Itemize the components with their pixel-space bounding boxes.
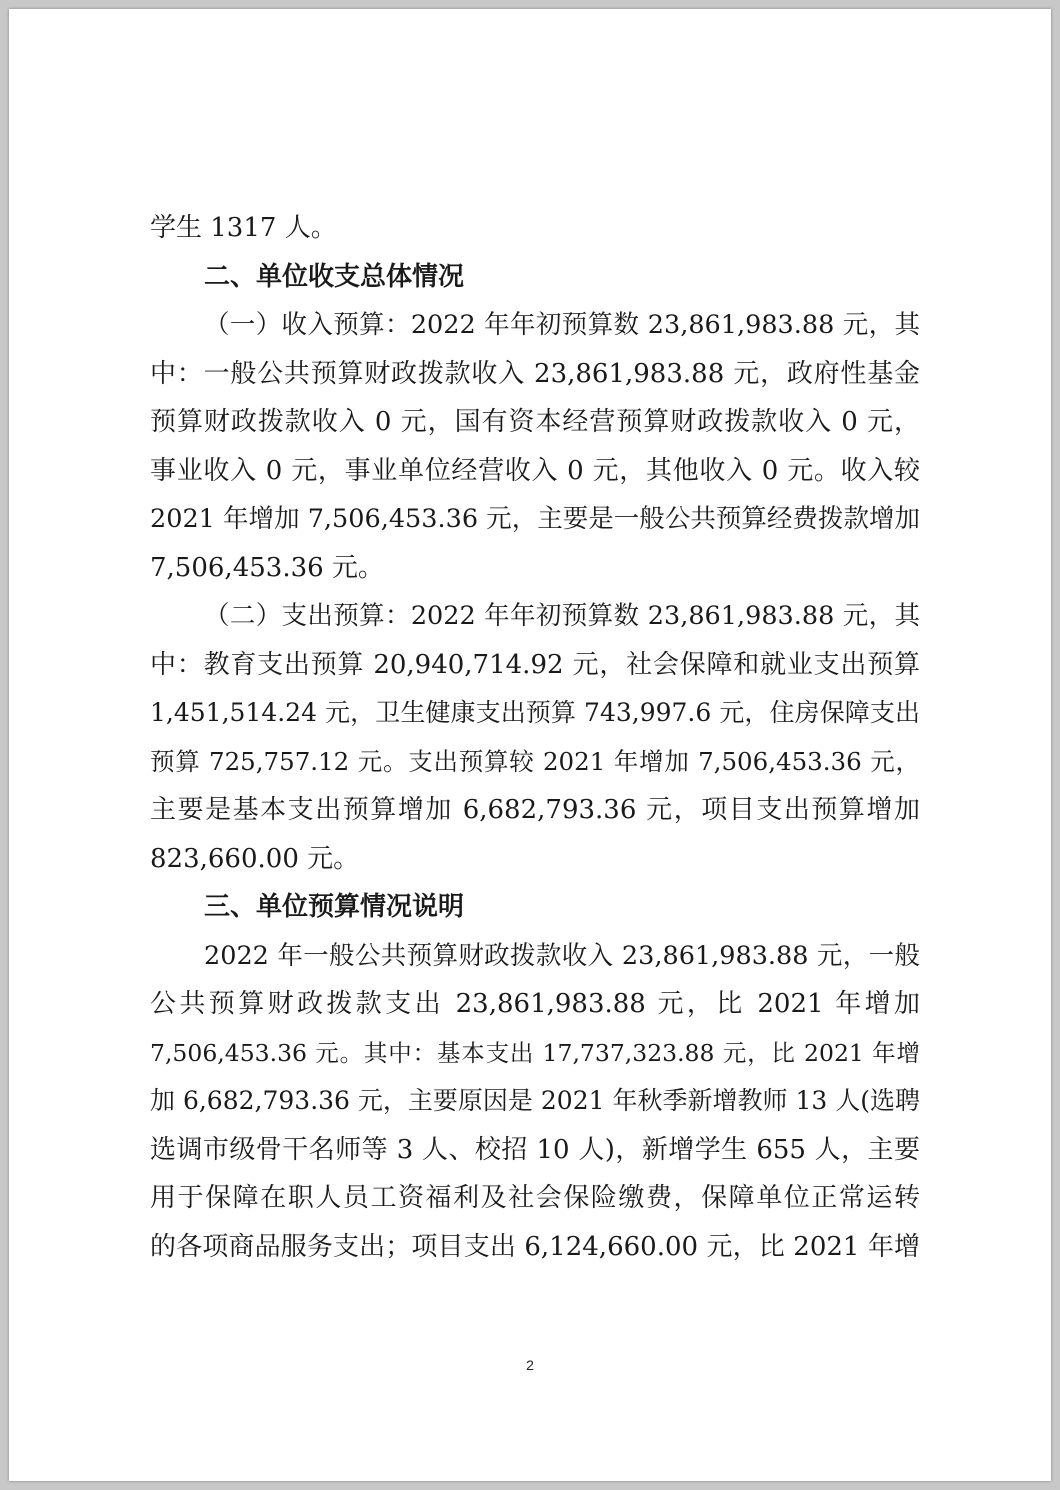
text-line: 7,506,453.36 元。其中：基本支出 17,737,323.88 元，比 2021 年增 (150, 1038, 920, 1067)
text-line: 公共预算财政拨款支出 23,861,983.88 元，比 2021 年增加 (150, 989, 920, 1019)
text-line: （一）收入预算：2022 年年初预算数 23,861,983.88 元，其 (204, 310, 920, 340)
text-line: 事业收入 0 元，事业单位经营收入 0 元，其他收入 0 元。收入较 (150, 455, 920, 486)
text-line: 2021 年增加 7,506,453.36 元，主要是一般公共预算经费拨款增加 (150, 504, 920, 534)
text-line: 的各项商品服务支出；项目支出 6,124,660.00 元，比 2021 年增 (150, 1231, 920, 1262)
text-line: 主要是基本支出预算增加 6,682,793.36 元，项目支出预算增加 (150, 795, 920, 825)
document-page (9, 9, 1051, 1481)
text-line: 预算 725,757.12 元。支出预算较 2021 年增加 7,506,453.36 元， (150, 746, 920, 776)
text-line: 选调市级骨干名师等 3 人、校招 10 人)，新增学生 655 人，主要 (150, 1134, 920, 1165)
text-line: 7,506,453.36 元。 (150, 552, 384, 583)
page-number: 2 (526, 1357, 534, 1373)
section-heading: 二、单位收支总体情况 (204, 261, 465, 292)
text-line: 预算财政拨款收入 0 元，国有资本经营预算财政拨款收入 0 元， (150, 407, 920, 437)
text-line: 中：一般公共预算财政拨款收入 23,861,983.88 元，政府性基金 (150, 358, 920, 389)
text-line: （二）支出预算：2022 年年初预算数 23,861,983.88 元，其 (204, 601, 920, 631)
text-line: 用于保障在职人员工资福利及社会保险缴费，保障单位正常运转 (150, 1183, 920, 1213)
text-line: 2022 年一般公共预算财政拨款收入 23,861,983.88 元，一般 (204, 940, 920, 971)
section-heading: 三、单位预算情况说明 (204, 892, 465, 922)
document-body (150, 204, 920, 1271)
text-line: 823,660.00 元。 (150, 843, 360, 874)
text-line: 学生 1317 人。 (150, 213, 337, 243)
text-line: 1,451,514.24 元，卫生健康支出预算 743,997.6 元，住房保障支出 (150, 698, 920, 727)
text-line: 中：教育支出预算 20,940,714.92 元，社会保障和就业支出预算 (150, 649, 920, 680)
text-line: 加 6,682,793.36 元，主要原因是 2021 年秋季新增教师 13 人(选聘 (150, 1086, 920, 1115)
